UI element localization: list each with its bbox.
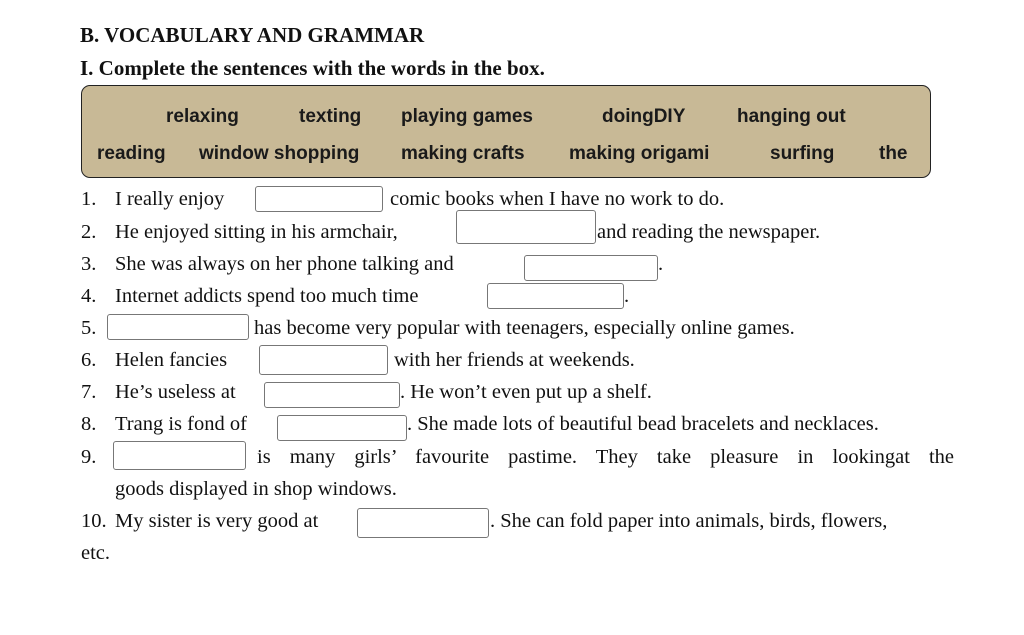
sentence-10-continuation: etc. [81, 542, 111, 564]
sentence-number: 4. [81, 285, 97, 307]
sentence-4-after: . [624, 285, 630, 307]
sentence-1-before: I really enjoy [115, 188, 225, 210]
word-the: the [879, 143, 908, 164]
sentence-6-before: Helen fancies [115, 349, 228, 371]
sentence-9-after: is many girls’ favourite pastime. They take pleasure in lookingat the [257, 446, 954, 468]
word-making-crafts: making crafts [401, 143, 525, 164]
sentence-2-before: He enjoyed sitting in his armchair, [115, 221, 398, 243]
word-making-origami: making origami [569, 143, 710, 164]
sentence-10-after: . She can fold paper into animals, birds, flowers, [490, 510, 888, 532]
sentence-2-after: and reading the newspaper. [597, 221, 821, 243]
word-relaxing: relaxing [166, 106, 239, 127]
sentence-9-continuation: goods displayed in shop windows. [115, 478, 397, 500]
answer-blank-10[interactable] [357, 508, 489, 538]
word-texting: texting [299, 106, 362, 127]
sentence-7-before: He’s useless at [115, 381, 236, 403]
answer-blank-9[interactable] [113, 441, 246, 470]
word-hanging-out: hanging out [737, 106, 846, 127]
sentence-3-before: She was always on her phone talking and [115, 253, 454, 275]
word-box [81, 85, 931, 178]
word-reading: reading [97, 143, 166, 164]
sentence-number: 1. [81, 188, 97, 210]
sentence-3-after: . [658, 253, 664, 275]
answer-blank-5[interactable] [107, 314, 249, 340]
sentence-7-after: . He won’t even put up a shelf. [400, 381, 652, 403]
sentence-number: 2. [81, 221, 97, 243]
word-window-shopping: window shopping [199, 143, 360, 164]
sentence-number: 10. [81, 510, 107, 532]
sentence-10-before: My sister is very good at [115, 510, 319, 532]
sentence-5-after: has become very popular with teenagers, especially online games. [254, 317, 795, 339]
sentence-number: 6. [81, 349, 97, 371]
sentence-8-after: . She made lots of beautiful bead bracelets and necklaces. [407, 413, 879, 435]
word-doingdiy: doingDIY [602, 106, 686, 127]
sentence-number: 5. [81, 317, 97, 339]
sentence-number: 3. [81, 253, 97, 275]
answer-blank-4[interactable] [487, 283, 624, 309]
answer-blank-6[interactable] [259, 345, 388, 375]
section-title: B. VOCABULARY AND GRAMMAR [80, 23, 425, 47]
sentence-6-after: with her friends at weekends. [394, 349, 635, 371]
answer-blank-7[interactable] [264, 382, 400, 408]
word-surfing: surfing [770, 143, 835, 164]
sentence-1-after: comic books when I have no work to do. [390, 188, 725, 210]
sentence-8-before: Trang is fond of [115, 413, 247, 435]
answer-blank-1[interactable] [255, 186, 383, 212]
answer-blank-2[interactable] [456, 210, 596, 244]
sentence-number: 8. [81, 413, 97, 435]
answer-blank-8[interactable] [277, 415, 407, 441]
word-playing-games: playing games [401, 106, 533, 127]
answer-blank-3[interactable] [524, 255, 658, 281]
exercise-instruction: I. Complete the sentences with the words in the box. [80, 56, 545, 80]
sentence-number: 7. [81, 381, 97, 403]
sentence-4-before: Internet addicts spend too much time [115, 285, 419, 307]
sentence-number: 9. [81, 446, 97, 468]
